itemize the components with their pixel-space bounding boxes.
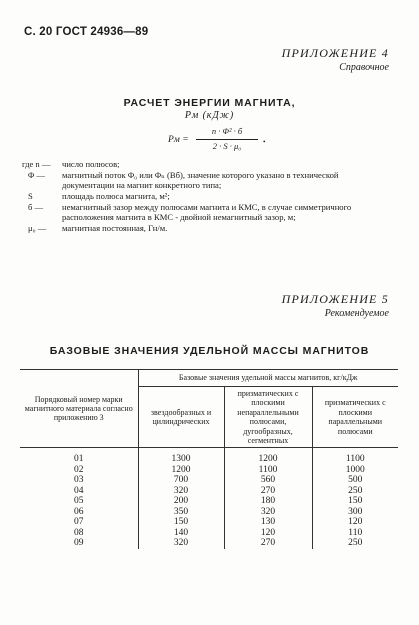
- table-header-grade: Порядковый номер марки магнитного материала согласно приложению 3: [20, 370, 138, 448]
- table-cell: 02: [74, 464, 84, 475]
- table-cell: 06: [74, 506, 84, 517]
- appendix-5-title: ПРИЛОЖЕНИЕ 5: [281, 292, 389, 306]
- table-cell: 270: [224, 486, 312, 497]
- table-cell: 150: [312, 496, 398, 507]
- table-subheader: призматических с плоскими параллельными полюсами: [312, 387, 398, 448]
- energy-section-title: РАСЧЕТ ЭНЕРГИИ МАГНИТА,: [123, 97, 296, 109]
- table-cell: 1200: [138, 465, 224, 476]
- appendix-4-status: Справочное: [339, 62, 389, 73]
- table-cell: 1100: [312, 448, 398, 465]
- appendix-4-title: ПРИЛОЖЕНИЕ 4: [281, 46, 389, 60]
- table-header-group: Базовые значения удельной массы магнитов, кг/кДж: [138, 370, 398, 387]
- table-cell: 1200: [224, 448, 312, 465]
- definition-text: немагнитный зазор между полюсами магнита и КМС, в случае симметричного расположения магнита в КМС - двойной немагнитный зазор, м;: [62, 202, 352, 223]
- table-cell: 250: [312, 486, 398, 497]
- mass-values-table: [20, 369, 398, 549]
- table-cell: 08: [74, 527, 84, 538]
- table-cell: 300: [312, 507, 398, 518]
- table-cell: 320: [138, 486, 224, 497]
- table-cell: 110: [312, 528, 398, 539]
- table-cell: 1300: [138, 448, 224, 465]
- formula-denominator: 2 · S · μ₀: [212, 141, 242, 151]
- table-cell: 03: [74, 475, 84, 486]
- definition-text: магнитный поток Φ₀ или Φₙ (Вб), значение которого указано в технической документации на магнит конкретного типа;: [62, 170, 339, 191]
- table-cell: 320: [138, 538, 224, 549]
- appendix-5-status: Рекомендуемое: [324, 308, 389, 319]
- definition-symbol: б —: [28, 202, 44, 212]
- definition-symbol: S: [28, 191, 33, 201]
- page-header: С. 20 ГОСТ 24936—89: [24, 26, 149, 38]
- table-cell: 500: [312, 475, 398, 486]
- definition-symbol: Φ —: [28, 170, 46, 180]
- formula-tail: •: [263, 138, 266, 146]
- table-subheader: призматических с плоскими непараллельными полюсами, дугообразных, сегментных: [224, 387, 312, 448]
- table-subheader: звездообразных и цилиндрических: [138, 387, 224, 448]
- table-cell: 180: [224, 496, 312, 507]
- definition-symbol: где n —: [22, 159, 51, 169]
- definition-text: площадь полюса магнита, м²;: [62, 191, 170, 201]
- table-cell: 130: [224, 517, 312, 528]
- table-cell: 350: [138, 507, 224, 518]
- table-cell: 04: [74, 485, 84, 496]
- table-cell: 250: [312, 538, 398, 549]
- table-cell: 05: [74, 496, 84, 507]
- table-cell: 700: [138, 475, 224, 486]
- energy-section-subtitle: Pм (кДж): [184, 110, 235, 121]
- table-cell: 140: [138, 528, 224, 539]
- formula-numerator: n · Φ² · б: [211, 126, 243, 136]
- table-cell: 320: [224, 507, 312, 518]
- table-cell: 270: [224, 538, 312, 549]
- table-cell: 01: [74, 454, 84, 465]
- definition-symbol: μ₀ —: [28, 223, 47, 233]
- table-cell: 560: [224, 475, 312, 486]
- definition-text: магнитная постоянная, Гн/м.: [62, 223, 168, 233]
- table-cell: 120: [312, 517, 398, 528]
- table-cell: 1100: [224, 465, 312, 476]
- mass-section-title: БАЗОВЫЕ ЗНАЧЕНИЯ УДЕЛЬНОЙ МАССЫ МАГНИТОВ: [49, 345, 370, 357]
- formula-fraction-line: [196, 139, 258, 140]
- table-cell: 120: [224, 528, 312, 539]
- formula-lhs: Pм =: [168, 135, 189, 145]
- definition-text: число полюсов;: [62, 159, 120, 169]
- table-cell: 200: [138, 496, 224, 507]
- table-cell: 09: [74, 538, 84, 549]
- table-cell: 1000: [312, 465, 398, 476]
- table-cell: 07: [74, 517, 84, 528]
- table-cell: 150: [138, 517, 224, 528]
